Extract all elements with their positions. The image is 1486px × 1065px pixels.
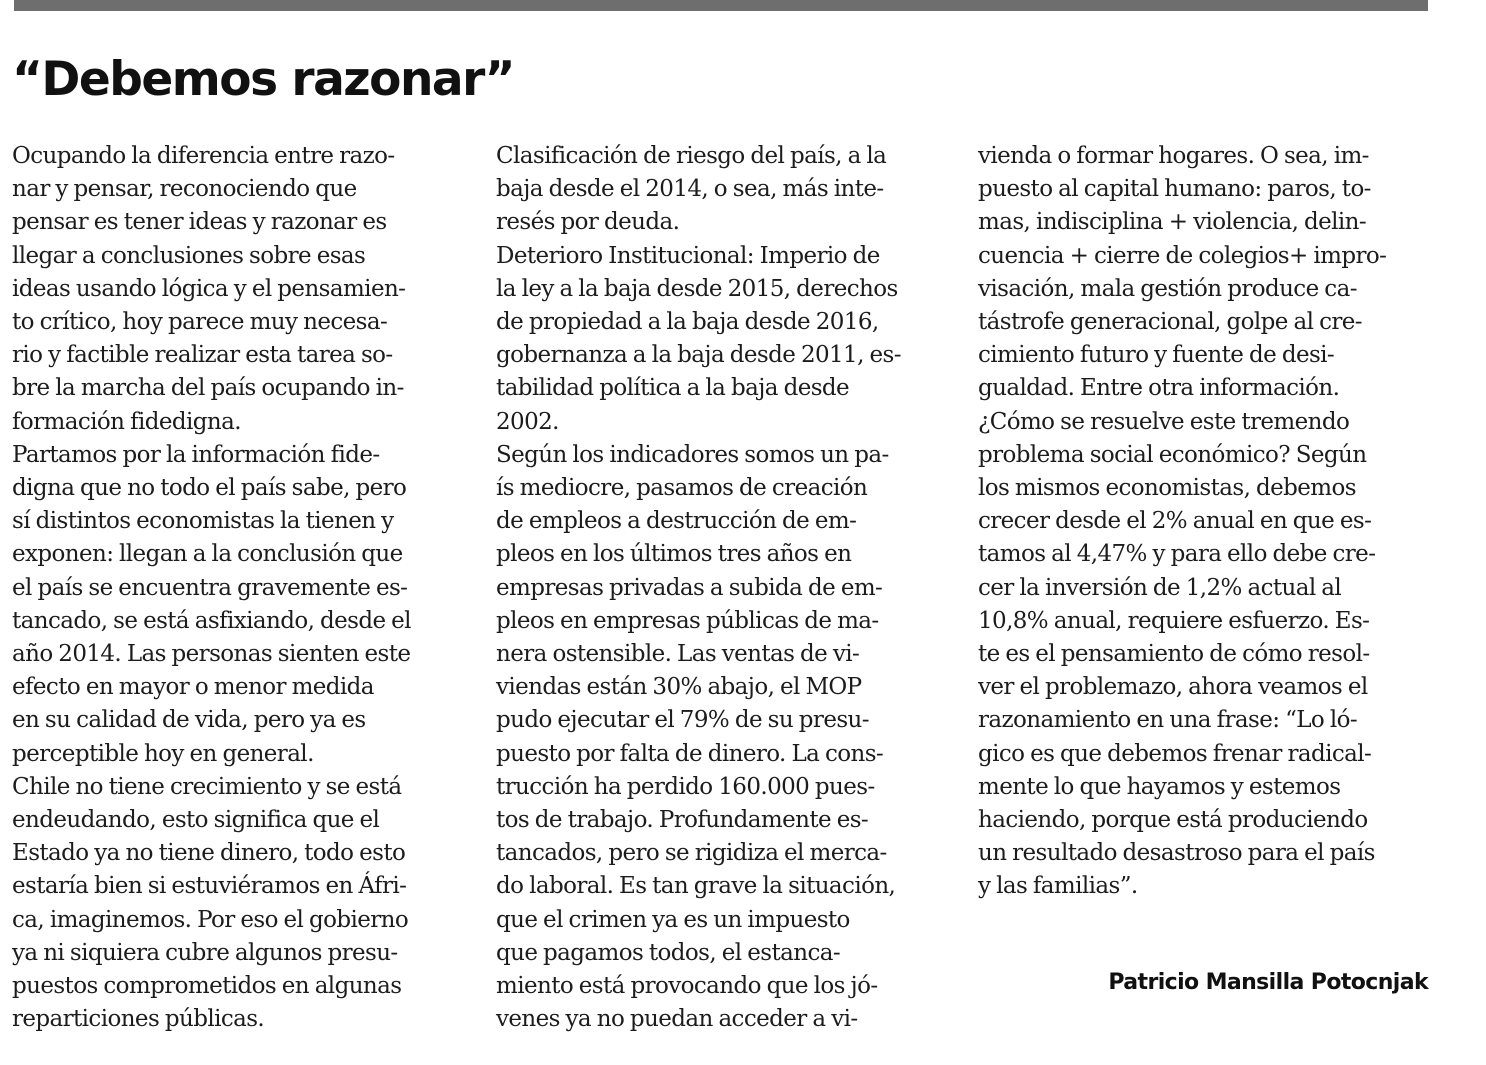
article-title: “Debemos razonar” xyxy=(12,52,515,107)
text-line: gobernanza a la baja desde 2011, es- xyxy=(496,342,901,369)
text-line: tástrofe generacional, golpe al cre- xyxy=(978,309,1362,336)
text-line: un resultado desastroso para el país xyxy=(978,840,1375,867)
text-line: la ley a la baja desde 2015, derechos xyxy=(496,275,898,302)
text-line: digna que no todo el país sabe, pero xyxy=(12,475,407,502)
text-line: cuencia + cierre de colegios+ impro- xyxy=(978,242,1387,269)
text-line: ya ni siquiera cubre algunos presu- xyxy=(12,939,398,966)
text-line: endeudando, esto significa que el xyxy=(12,807,380,834)
author-byline: Patricio Mansilla Potocnjak xyxy=(1108,970,1428,995)
text-line: perceptible hoy en general. xyxy=(12,740,314,767)
text-line: sí distintos economistas la tienen y xyxy=(12,508,394,535)
text-line: razonamiento en una frase: “Lo ló- xyxy=(978,707,1358,734)
text-line: Ocupando la diferencia entre razo- xyxy=(12,143,395,169)
text-line: llegar a conclusiones sobre esas xyxy=(12,242,366,269)
text-line: que pagamos todos, el estanca- xyxy=(496,939,841,966)
text-line: trucción ha perdido 160.000 pues- xyxy=(496,773,875,800)
text-line: ca, imaginemos. Por eso el gobierno xyxy=(12,906,409,933)
text-line: tabilidad política a la baja desde xyxy=(496,375,850,402)
text-line: Chile no tiene crecimiento y se está xyxy=(12,773,402,800)
text-line: estaría bien si estuviéramos en Áfri- xyxy=(12,873,407,900)
text-line: efecto en mayor o menor medida xyxy=(12,674,374,701)
text-line: Según los indicadores somos un pa- xyxy=(496,441,889,468)
text-line: tancados, pero se rigidiza el merca- xyxy=(496,840,887,867)
text-line: de empleos a destrucción de em- xyxy=(496,508,857,535)
text-line: en su calidad de vida, pero ya es xyxy=(12,707,366,734)
text-line: te es el pensamiento de cómo resol- xyxy=(978,641,1370,668)
text-line: mente lo que hayamos y estemos xyxy=(978,773,1341,800)
text-line: tamos al 4,47% y para ello debe cre- xyxy=(978,541,1376,568)
text-line: mas, indisciplina + violencia, delin- xyxy=(978,209,1367,236)
text-line: to crítico, hoy parece muy necesa- xyxy=(12,309,388,336)
text-line: venes ya no puedan acceder a vi- xyxy=(496,1006,858,1033)
text-line: Estado ya no tiene dinero, todo esto xyxy=(12,840,406,867)
text-line: viendas están 30% abajo, el MOP xyxy=(496,674,862,701)
text-line: nera ostensible. Las ventas de vi- xyxy=(496,641,860,668)
text-line: tancado, se está asfixiando, desde el xyxy=(12,607,411,634)
text-line: puesto al capital humano: paros, to- xyxy=(978,176,1371,203)
text-line: ís mediocre, pasamos de creación xyxy=(496,475,868,502)
text-line: bre la marcha del país ocupando in- xyxy=(12,375,404,402)
text-line: problema social económico? Según xyxy=(978,441,1367,468)
text-line: visación, mala gestión produce ca- xyxy=(978,275,1357,302)
top-rule xyxy=(14,0,1428,11)
text-line: empresas privadas a subida de em- xyxy=(496,574,883,601)
text-line: rio y factible realizar esta tarea so- xyxy=(12,342,393,369)
text-line: gico es que debemos frenar radical- xyxy=(978,740,1372,767)
text-line: haciendo, porque está produciendo xyxy=(978,807,1368,834)
text-line: que el crimen ya es un impuesto xyxy=(496,906,850,933)
text-line: tos de trabajo. Profundamente es- xyxy=(496,807,869,834)
text-line: y las familias”. xyxy=(978,873,1138,900)
text-line: ideas usando lógica y el pensamien- xyxy=(12,275,406,302)
text-line: de propiedad a la baja desde 2016, xyxy=(496,309,879,336)
article-column-2 xyxy=(496,140,948,1036)
text-line: Deterioro Institucional: Imperio de xyxy=(496,242,880,269)
text-line: Partamos por la información fide- xyxy=(12,441,380,468)
text-line: ver el problemazo, ahora veamos el xyxy=(978,674,1368,701)
text-line: vienda o formar hogares. O sea, im- xyxy=(978,143,1369,169)
text-line: cimiento futuro y fuente de desi- xyxy=(978,342,1335,369)
text-line: miento está provocando que los jó- xyxy=(496,973,878,1000)
text-line: formación fidedigna. xyxy=(12,408,241,435)
text-line: 2002. xyxy=(496,408,559,435)
text-line: nar y pensar, reconociendo que xyxy=(12,176,357,203)
text-line: pudo ejecutar el 79% de su presu- xyxy=(496,707,869,734)
text-line: 10,8% anual, requiere esfuerzo. Es- xyxy=(978,607,1370,634)
text-line: baja desde el 2014, o sea, más inte- xyxy=(496,176,884,203)
text-line: el país se encuentra gravemente es- xyxy=(12,574,408,601)
text-line: do laboral. Es tan grave la situación, xyxy=(496,873,896,900)
text-line: ¿Cómo se resuelve este tremendo xyxy=(978,408,1350,435)
text-line: cer la inversión de 1,2% actual al xyxy=(978,574,1342,601)
text-line: crecer desde el 2% anual en que es- xyxy=(978,508,1372,535)
text-line: los mismos economistas, debemos xyxy=(978,475,1356,502)
text-line: Clasificación de riesgo del país, a la xyxy=(496,143,887,169)
text-line: pleos en los últimos tres años en xyxy=(496,541,852,568)
text-line: año 2014. Las personas sienten este xyxy=(12,641,411,668)
text-line: pleos en empresas públicas de ma- xyxy=(496,607,879,634)
text-line: reparticiones públicas. xyxy=(12,1006,265,1033)
article-column-3 xyxy=(978,140,1430,904)
text-line: gualdad. Entre otra información. xyxy=(978,375,1340,402)
text-line: resés por deuda. xyxy=(496,209,680,236)
text-line: puesto por falta de dinero. La cons- xyxy=(496,740,884,767)
text-line: exponen: llegan a la conclusión que xyxy=(12,541,403,568)
text-line: puestos comprometidos en algunas xyxy=(12,973,402,1000)
article-column-1 xyxy=(12,140,464,1036)
text-line: pensar es tener ideas y razonar es xyxy=(12,209,387,236)
